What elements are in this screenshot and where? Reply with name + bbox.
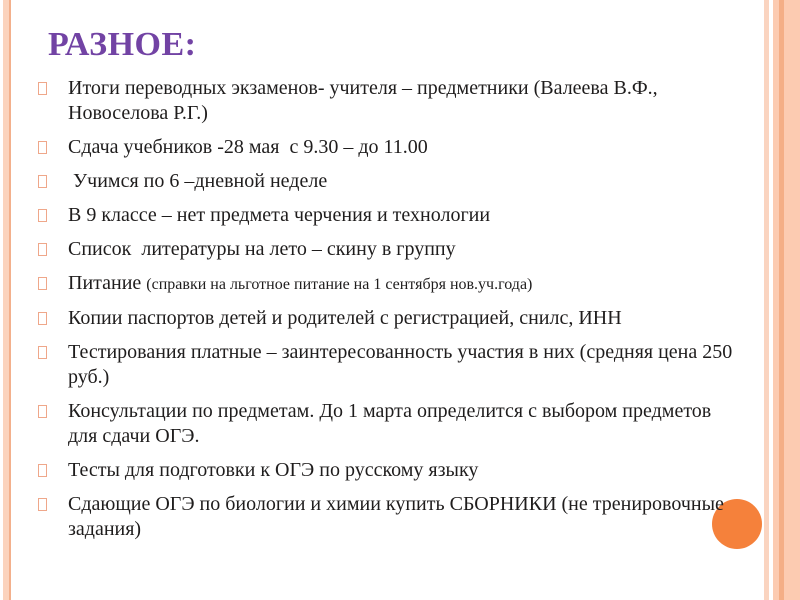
slide-content	[38, 26, 740, 542]
list-item	[38, 169, 740, 194]
list-item-text: Тесты для подготовки к ОГЭ по русскому языку	[68, 459, 479, 481]
list-item-text: Список литературы на лето – скину в группу	[68, 238, 456, 260]
list-item-text: Сдающие ОГЭ по биологии и химии купить СБОРНИКИ (не тренировочные задания)	[68, 493, 729, 540]
square-bullet-icon	[38, 209, 47, 222]
list-item-text: Сдача учебников -28 мая с 9.30 – до 11.00	[68, 136, 428, 158]
list-item-text: Консультации по предметам. До 1 марта определится с выбором предметов для сдачи ОГЭ.	[68, 400, 717, 447]
square-bullet-icon	[38, 312, 47, 325]
list-item-text: Учимся по 6 –дневной неделе	[68, 170, 328, 192]
list-item-text: Тестирования платные – заинтересованность участия в них (средняя цена 250 руб.)	[68, 341, 738, 388]
list-item	[38, 492, 740, 542]
square-bullet-icon	[38, 175, 47, 188]
slide-title: РАЗНОЕ:	[48, 26, 197, 63]
list-item	[38, 458, 740, 483]
list-item	[38, 237, 740, 262]
left-border-stripe-edge	[9, 0, 11, 600]
list-item-text: Копии паспортов детей и родителей с регистрацией, снилс, ИНН	[68, 307, 622, 329]
square-bullet-icon	[38, 82, 47, 95]
list-item-note-text: (справки на льготное питание на 1 сентября нов.уч.года)	[146, 276, 533, 293]
list-item	[38, 76, 740, 126]
list-item-text	[68, 271, 532, 297]
list-item	[38, 399, 740, 449]
list-item-main-text: Питание	[68, 272, 147, 294]
square-bullet-icon	[38, 498, 47, 511]
square-bullet-icon	[38, 405, 47, 418]
list-item	[38, 271, 740, 297]
list-item	[38, 340, 740, 390]
right-border-stripe-dark	[779, 0, 784, 600]
square-bullet-icon	[38, 346, 47, 359]
square-bullet-icon	[38, 464, 47, 477]
square-bullet-icon	[38, 243, 47, 256]
right-border-stripe-wide	[773, 0, 800, 600]
list-item-text: Итоги переводных экзаменов- учителя – предметники (Валеева В.Ф., Новоселова Р.Г.)	[68, 77, 663, 124]
list-item	[38, 306, 740, 331]
square-bullet-icon	[38, 277, 47, 290]
list-item	[38, 135, 740, 160]
square-bullet-icon	[38, 141, 47, 154]
right-border-stripe-thin	[764, 0, 769, 600]
list-item	[38, 203, 740, 228]
bullet-list	[38, 76, 740, 542]
list-item-text: В 9 классе – нет предмета черчения и технологии	[68, 204, 491, 226]
